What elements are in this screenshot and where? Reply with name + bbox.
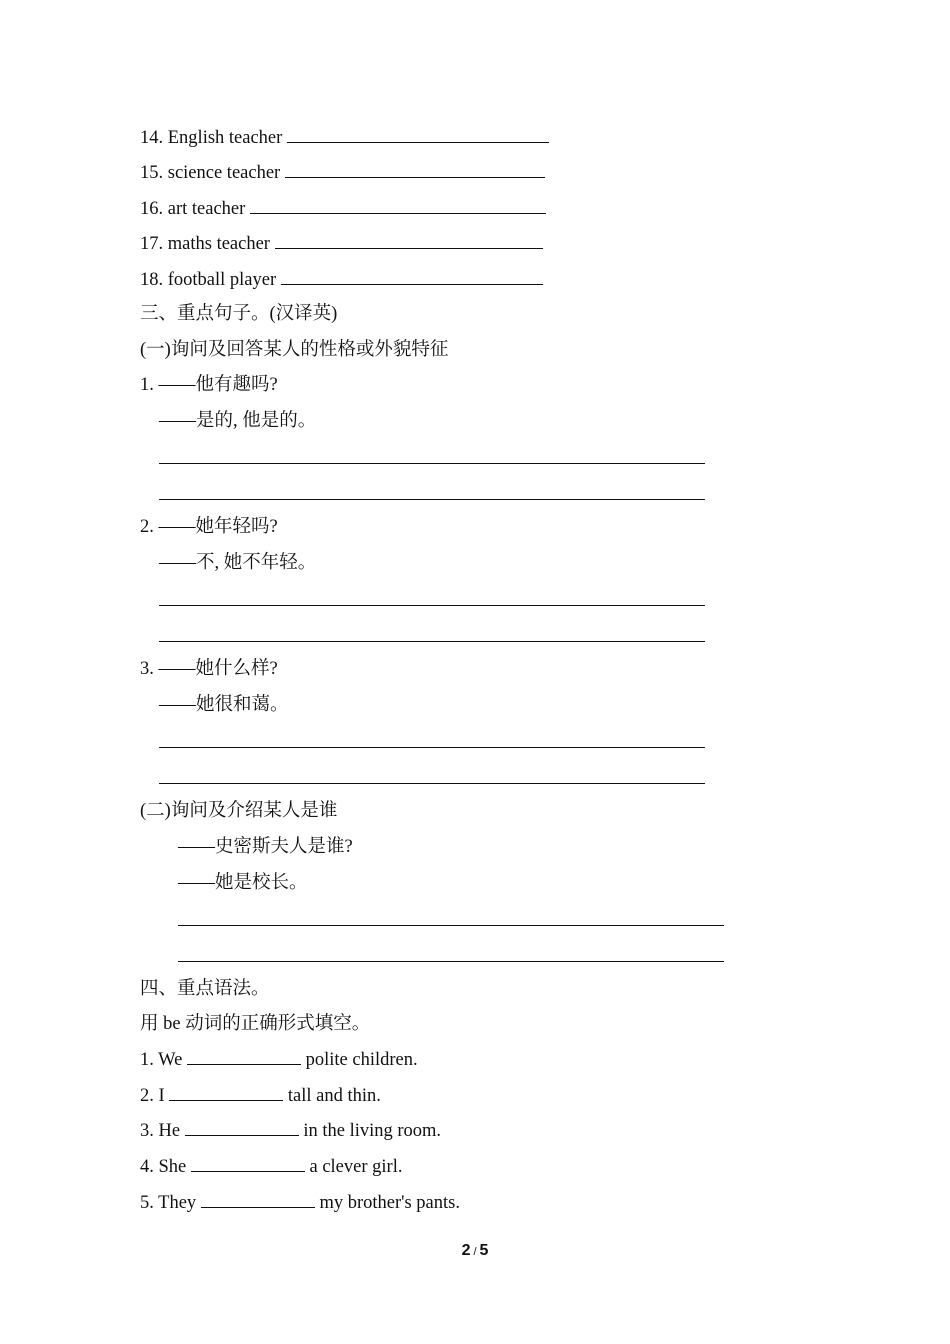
grammar-item-2: 2. I tall and thin. [140,1083,381,1108]
answer-blank[interactable] [287,125,549,143]
writing-line[interactable] [159,605,705,606]
vocab-item-18: 18. football player [140,267,543,292]
section-3-part-a-title: (一)询问及回答某人的性格或外貌特征 [140,340,449,360]
page-indicator [0,1242,950,1260]
answer-blank[interactable] [185,1118,299,1136]
page-separator: / [473,1246,477,1258]
answer-blank[interactable] [281,267,543,285]
vocab-item-17: 17. maths teacher [140,231,543,256]
answer-blank[interactable] [191,1154,305,1172]
vocab-item-15: 15. science teacher [140,160,545,185]
vocab-item-14: 14. English teacher [140,125,549,150]
answer-blank[interactable] [285,160,545,178]
answer-1-prompt: ——是的, 他是的。 [159,411,317,431]
grammar-item-1: 1. We polite children. [140,1047,418,1072]
answer-2-prompt: ——不, 她不年轻。 [159,553,317,573]
section-3-heading: 三、重点句子。(汉译英) [140,304,338,324]
grammar-item-4: 4. She a clever girl. [140,1154,402,1179]
answer-blank[interactable] [275,231,543,249]
writing-line[interactable] [178,961,724,962]
question-1: 1. ——他有趣吗? [140,375,278,395]
vocab-item-16: 16. art teacher [140,196,546,221]
grammar-item-3: 3. He in the living room. [140,1118,441,1143]
writing-line[interactable] [159,641,705,642]
question-4: ——史密斯夫人是谁? [178,837,353,857]
section-4-instruction: 用 be 动词的正确形式填空。 [140,1014,371,1034]
answer-4-prompt: ——她是校长。 [178,873,308,893]
writing-line[interactable] [159,783,705,784]
writing-line[interactable] [178,925,724,926]
writing-line[interactable] [159,499,705,500]
answer-blank[interactable] [169,1083,283,1101]
total-pages: 5 [479,1242,489,1259]
section-3-part-b-title: (二)询问及介绍某人是谁 [140,801,338,821]
question-3: 3. ——她什么样? [140,659,278,679]
question-2: 2. ——她年轻吗? [140,517,278,537]
writing-line[interactable] [159,747,705,748]
answer-3-prompt: ——她很和蔼。 [159,695,289,715]
grammar-item-5: 5. They my brother's pants. [140,1190,460,1215]
answer-blank[interactable] [187,1047,301,1065]
current-page: 2 [461,1242,471,1259]
writing-line[interactable] [159,463,705,464]
answer-blank[interactable] [201,1190,315,1208]
section-4-heading: 四、重点语法。 [140,979,270,999]
answer-blank[interactable] [250,196,546,214]
